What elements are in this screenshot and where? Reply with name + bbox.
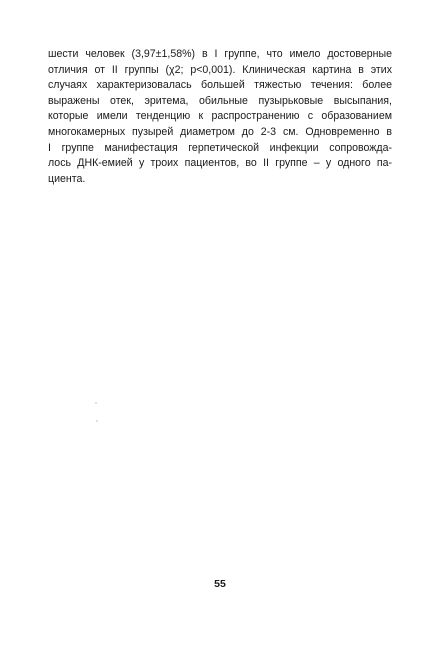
text-line: многокамерных пузырей диаметром до 2-3 см. Одновременно в [48, 125, 392, 138]
text-line: выражены отек, эритема, обильные пузырьковые высыпания, [48, 94, 392, 107]
scan-speck [96, 420, 98, 422]
scan-speck [95, 402, 97, 404]
page-number: 55 [214, 578, 226, 590]
text-line: которые имели тенденцию к распространению с образованием [48, 110, 392, 123]
text-line: отличия от II группы (χ2; p<0,001). Клиническая картина в этих [48, 63, 392, 76]
text-line: циента. [48, 172, 86, 185]
text-line: I группе манифестация герпетической инфекции сопровожда- [48, 141, 392, 154]
text-line: шести человек (3,97±1,58%) в I группе, что имело достоверные [48, 48, 392, 60]
text-line: лось ДНК-емией у троих пациентов, во II группе – у одного па- [48, 157, 392, 170]
text-line: случаях характеризовалась большей тяжестью течения: более [48, 79, 392, 92]
body-paragraph [48, 47, 392, 187]
